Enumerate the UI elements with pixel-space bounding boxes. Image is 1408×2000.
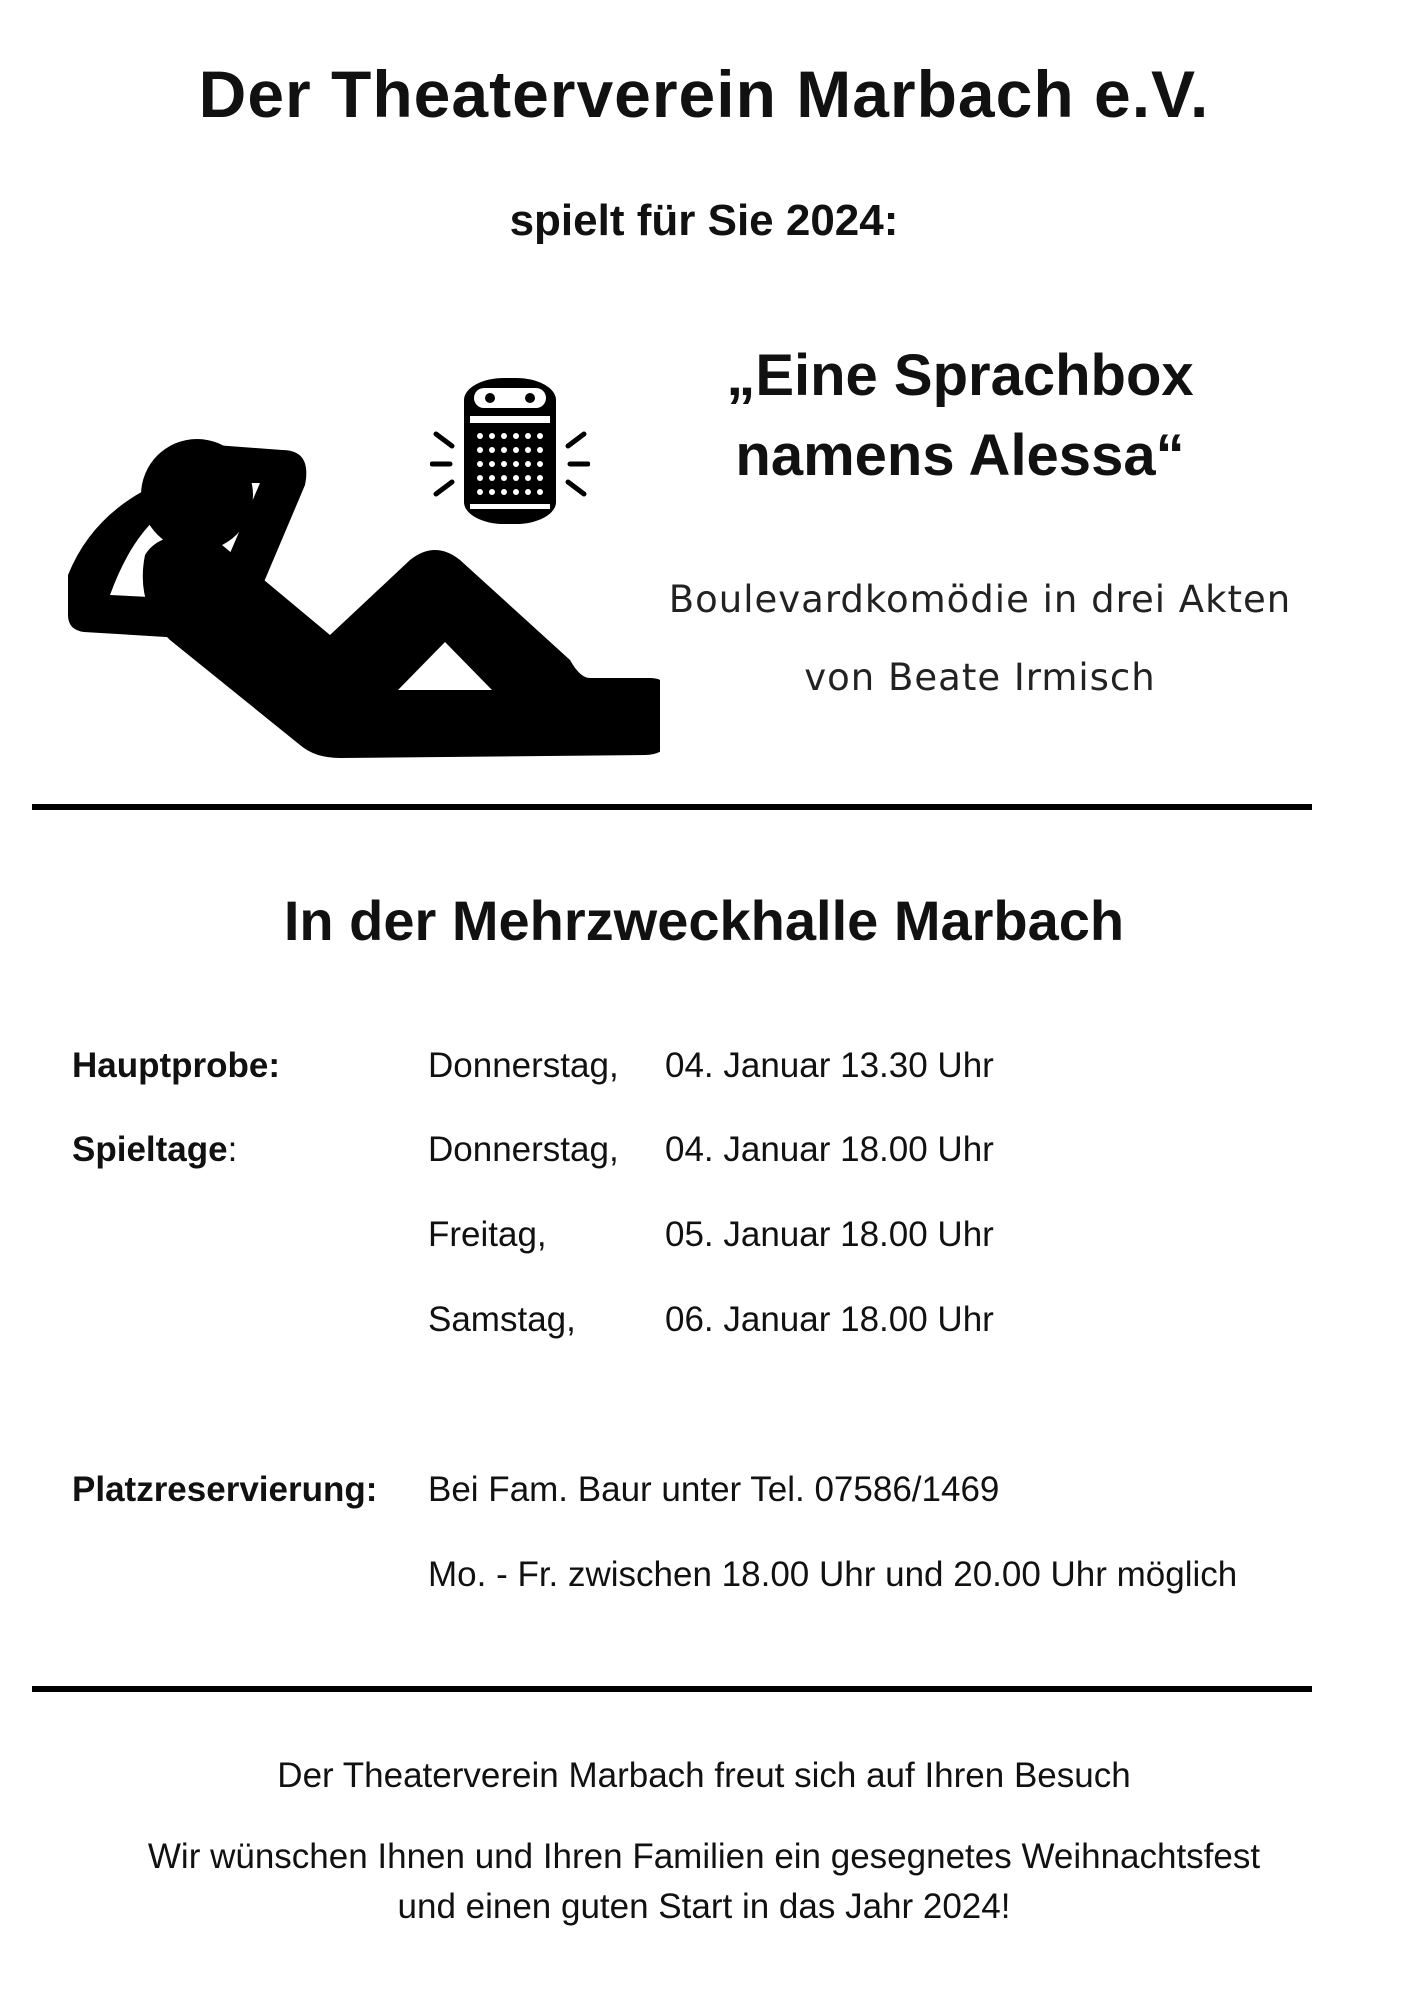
play-author: von Beate Irmisch: [804, 656, 1156, 699]
divider-top: [32, 804, 1312, 810]
play-title: [640, 336, 1280, 496]
venue-heading: In der Mehrzweckhalle Marbach: [283, 889, 1125, 952]
smart-speaker-icon: [430, 372, 590, 532]
schedule-date: 04. Januar 18.00 Uhr: [665, 1130, 994, 1169]
hauptprobe-label: Hauptprobe:: [72, 1046, 281, 1085]
footer-greeting: [0, 1832, 1408, 1932]
schedule-day: Samstag,: [428, 1300, 576, 1339]
schedule-day: Freitag,: [428, 1215, 547, 1254]
schedule-date: 05. Januar 18.00 Uhr: [665, 1215, 994, 1254]
reservation-label: Platzreservierung:: [72, 1470, 378, 1509]
play-genre: Boulevardkomödie in drei Akten: [668, 578, 1292, 621]
play-title-line-2: namens Alessa“: [735, 423, 1185, 488]
schedule-date: 04. Januar 13.30 Uhr: [665, 1046, 994, 1085]
schedule-day: Donnerstag,: [428, 1046, 619, 1085]
poster-title: Der Theaterverein Marbach e.V.: [198, 57, 1210, 131]
reservation-hours: Mo. - Fr. zwischen 18.00 Uhr und 20.00 Uhr möglich: [428, 1555, 1238, 1594]
play-title-line-1: „Eine Sprachbox: [726, 343, 1194, 408]
divider-bottom: [32, 1686, 1312, 1692]
schedule-day: Donnerstag,: [428, 1130, 619, 1169]
schedule-date: 06. Januar 18.00 Uhr: [665, 1300, 994, 1339]
poster-subtitle: spielt für Sie 2024:: [509, 196, 899, 245]
footer-welcome: Der Theaterverein Marbach freut sich auf Ihren Besuch: [277, 1756, 1131, 1795]
footer-greeting-line-2: und einen guten Start in das Jahr 2024!: [397, 1887, 1011, 1926]
reservation-contact: Bei Fam. Baur unter Tel. 07586/1469: [428, 1470, 1000, 1509]
spieltage-label: Spieltage:: [72, 1130, 238, 1169]
footer-greeting-line-1: Wir wünschen Ihnen und Ihren Familien ein gesegnetes Weihnachtsfest: [147, 1837, 1261, 1876]
